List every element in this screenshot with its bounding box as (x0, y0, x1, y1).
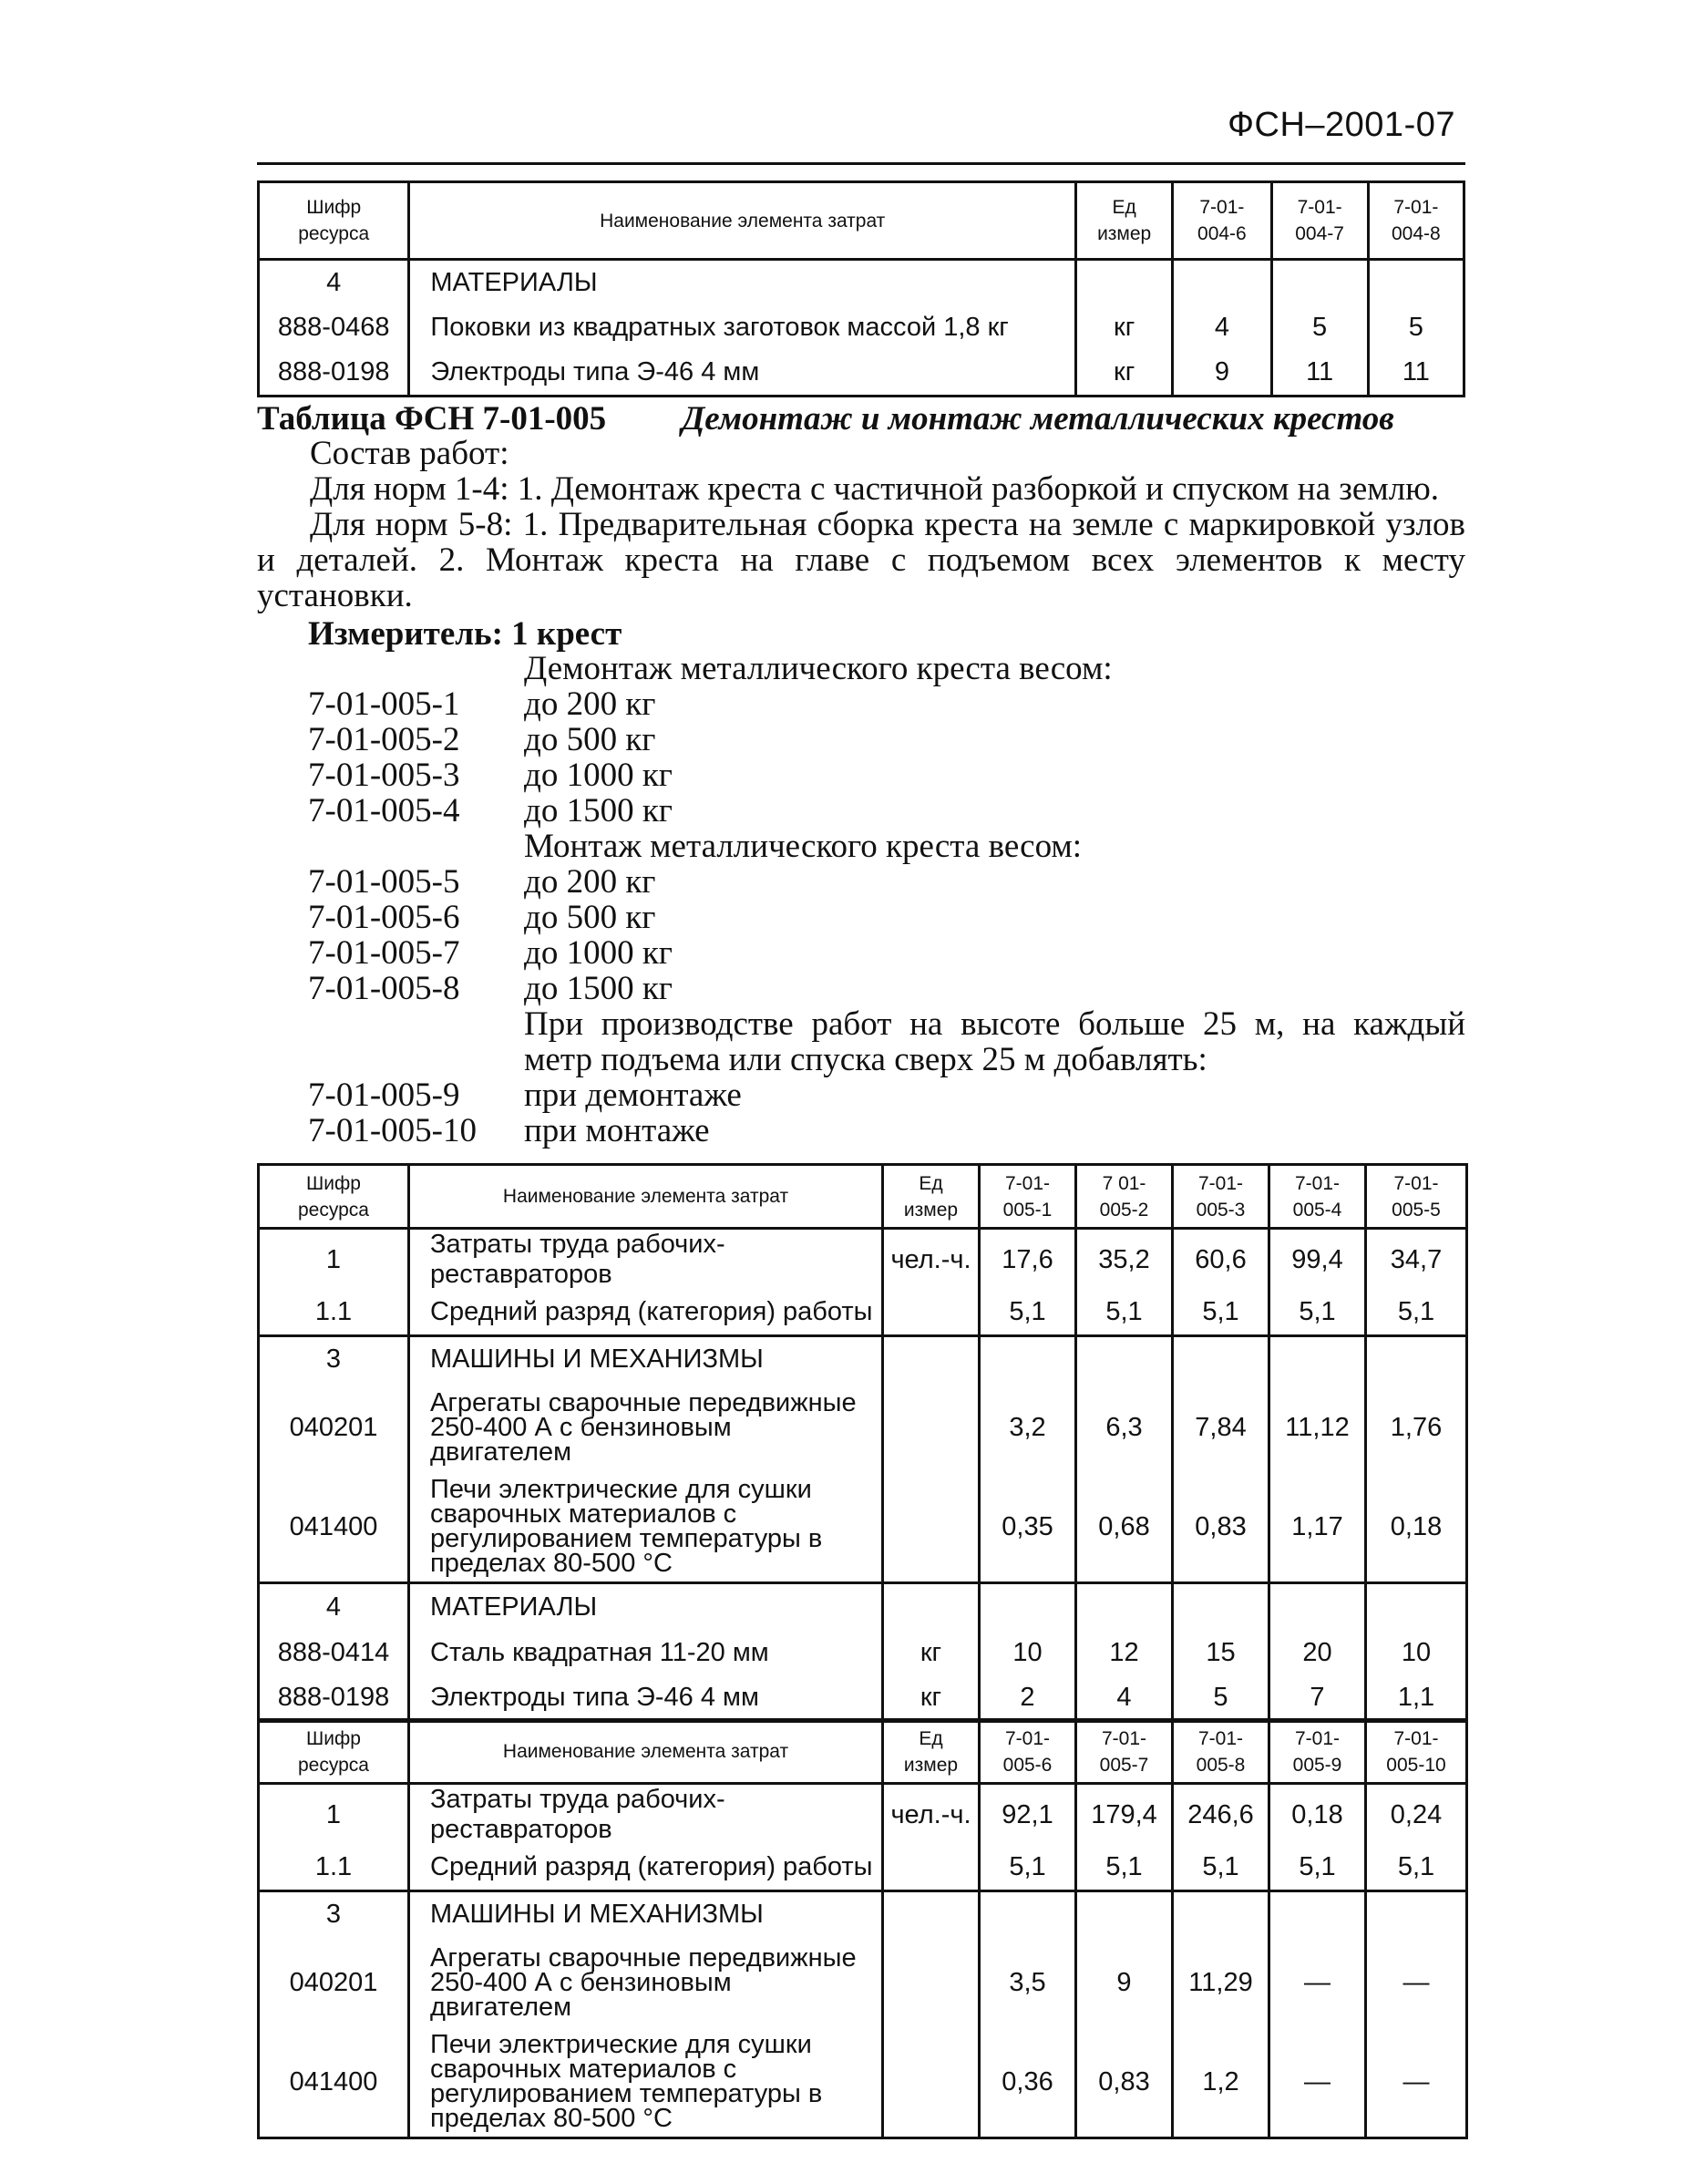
value-cell: — (1366, 2027, 1467, 2138)
value-cell: 0,83 (1173, 1472, 1269, 1583)
value-cell: 60,6 (1173, 1229, 1269, 1291)
resource-name: Поковки из квадратных заготовок массой 1,8 кг (409, 305, 1076, 351)
norm-text: до 1000 кг (524, 934, 673, 972)
table-header-row (259, 1720, 1467, 1784)
composition-label: Состав работ: (310, 435, 509, 472)
value-cell (1076, 1335, 1173, 1383)
value-cell: 6,3 (1076, 1383, 1173, 1472)
value-cell: 4 (1173, 305, 1271, 351)
norm-text: до 500 кг (524, 721, 656, 758)
value-cell: 20 (1269, 1631, 1366, 1676)
resource-code: 040201 (259, 1938, 409, 2027)
value-cell: 11,12 (1269, 1383, 1366, 1472)
unit-cell (883, 1938, 980, 2027)
value-cell: 0,35 (980, 1472, 1076, 1583)
resource-code: 040201 (259, 1383, 409, 1472)
resource-name: Электроды типа Э-46 4 мм (409, 351, 1076, 397)
value-cell: 4 (1076, 1676, 1173, 1722)
resource-code: 041400 (259, 1472, 409, 1583)
value-cell: 0,18 (1366, 1472, 1467, 1583)
value-cell: 5,1 (1269, 1845, 1366, 1890)
table-header-row (259, 1165, 1467, 1229)
header-col: 7-01- 005-4 (1269, 1165, 1366, 1229)
header-name: Наименование элемента затрат (409, 182, 1076, 260)
unit-cell: кг (1076, 305, 1173, 351)
table-row (259, 1583, 1467, 1631)
table-title: Демонтаж и монтаж металлических крестов (682, 400, 1394, 438)
unit-cell (1076, 260, 1173, 305)
value-cell (1173, 1335, 1269, 1383)
header-unit: Ед измер (883, 1165, 980, 1229)
value-cell: 246,6 (1173, 1784, 1269, 1846)
resource-code: 1 (259, 1784, 409, 1846)
value-cell: 5,1 (1269, 1290, 1366, 1335)
resource-code: 888-0198 (259, 351, 409, 397)
value-cell: 7 (1269, 1676, 1366, 1722)
table-row (259, 2027, 1467, 2138)
value-cell: 11 (1368, 351, 1464, 397)
value-cell: 35,2 (1076, 1229, 1173, 1291)
header-rule (257, 162, 1465, 165)
value-cell (980, 1583, 1076, 1631)
header-unit: Ед измер (1076, 182, 1173, 260)
header-col: 7 01- 005-2 (1076, 1165, 1173, 1229)
value-cell (1366, 1890, 1467, 1938)
value-cell: 10 (980, 1631, 1076, 1676)
value-cell: 7,84 (1173, 1383, 1269, 1472)
unit-cell: кг (883, 1631, 980, 1676)
header-code: Шифр ресурса (259, 1165, 409, 1229)
resource-code: 4 (259, 260, 409, 305)
value-cell (1269, 1335, 1366, 1383)
table-row (259, 1472, 1467, 1583)
value-cell: 15 (1173, 1631, 1269, 1676)
section-title: МАТЕРИАЛЫ (409, 1583, 883, 1631)
table-row (259, 1845, 1467, 1890)
value-cell: 0,18 (1269, 1784, 1366, 1846)
value-cell: 3,2 (980, 1383, 1076, 1472)
resource-name: Средний разряд (категория) работы (409, 1290, 883, 1335)
section-title: МАШИНЫ И МЕХАНИЗМЫ (409, 1335, 883, 1383)
unit-cell (883, 1583, 980, 1631)
value-cell (1368, 260, 1464, 305)
norm-code: 7-01-005-6 (308, 899, 460, 936)
norm-text: до 200 кг (524, 863, 656, 901)
resource-name: Затраты труда рабочих-реставраторов (409, 1229, 883, 1291)
value-cell (1173, 1890, 1269, 1938)
norm-code: 7-01-005-2 (308, 721, 460, 758)
header-unit: Ед измер (883, 1720, 980, 1784)
group-height-line1: При производстве работ на высоте больше 25 м, на каждый (524, 1005, 1465, 1043)
header-code: Шифр ресурса (259, 182, 409, 260)
value-cell: 3,5 (980, 1938, 1076, 2027)
norm-code: 7-01-005-10 (308, 1112, 477, 1149)
value-cell: 0,68 (1076, 1472, 1173, 1583)
value-cell (1366, 1583, 1467, 1631)
value-cell (980, 1890, 1076, 1938)
value-cell: — (1269, 2027, 1366, 2138)
value-cell: 17,6 (980, 1229, 1076, 1291)
header-col: 7-01- 005-6 (980, 1720, 1076, 1784)
header-code: Шифр ресурса (259, 1720, 409, 1784)
header-col: 7-01- 005-8 (1173, 1720, 1269, 1784)
header-col: 7-01- 005-10 (1366, 1720, 1467, 1784)
header-col: 7-01- 005-1 (980, 1165, 1076, 1229)
unit-cell (883, 1335, 980, 1383)
norm-code: 7-01-005-4 (308, 792, 460, 829)
value-cell: 5,1 (980, 1290, 1076, 1335)
value-cell: 11 (1271, 351, 1368, 397)
unit-cell (883, 1472, 980, 1583)
meter: Измеритель: 1 крест (308, 615, 622, 653)
unit-cell (883, 1890, 980, 1938)
value-cell: 5 (1368, 305, 1464, 351)
header-col: 7-01- 005-5 (1366, 1165, 1467, 1229)
value-cell: 2 (980, 1676, 1076, 1722)
header-col: 7-01- 005-9 (1269, 1720, 1366, 1784)
value-cell: 5,1 (1076, 1845, 1173, 1890)
header-name: Наименование элемента затрат (409, 1165, 883, 1229)
table-label: Таблица ФСН 7-01-005 (257, 400, 607, 438)
value-cell (980, 1335, 1076, 1383)
section-title: МАШИНЫ И МЕХАНИЗМЫ (409, 1890, 883, 1938)
composition-norms-5-8: Для норм 5-8: 1. Предварительная сборка креста на земле с маркировкой узлов и деталей. 2. Монтаж креста на главе с подъемом всех элементов к месту установки. (257, 506, 1465, 614)
resource-name: Агрегаты сварочные передвижные 250-400 А с бензиновым двигателем (409, 1938, 883, 2027)
value-cell: 5,1 (1173, 1845, 1269, 1890)
unit-cell (883, 1845, 980, 1890)
resource-code: 888-0198 (259, 1676, 409, 1722)
table-row (259, 1290, 1467, 1335)
table-row (259, 260, 1464, 305)
unit-cell: кг (1076, 351, 1173, 397)
value-cell: 99,4 (1269, 1229, 1366, 1291)
resource-code: 3 (259, 1335, 409, 1383)
resource-table-004 (257, 180, 1465, 397)
resource-code: 1 (259, 1229, 409, 1291)
table-row (259, 1335, 1467, 1383)
table-row (259, 1383, 1467, 1472)
value-cell: 12 (1076, 1631, 1173, 1676)
unit-cell (883, 1290, 980, 1335)
norm-code: 7-01-005-5 (308, 863, 460, 901)
value-cell: 9 (1076, 1938, 1173, 2027)
value-cell: 5,1 (1173, 1290, 1269, 1335)
value-cell: 1,2 (1173, 2027, 1269, 2138)
header-col: 7-01- 004-7 (1271, 182, 1368, 260)
group-height-line2: метр подъема или спуска сверх 25 м добавлять: (524, 1041, 1207, 1078)
value-cell: 1,17 (1269, 1472, 1366, 1583)
header-col: 7-01- 004-8 (1368, 182, 1464, 260)
value-cell: — (1366, 1938, 1467, 2027)
resource-code: 1.1 (259, 1290, 409, 1335)
value-cell: 5,1 (1366, 1290, 1467, 1335)
norm-text: до 1500 кг (524, 792, 673, 829)
table-row (259, 1784, 1467, 1846)
value-cell: 5 (1271, 305, 1368, 351)
resource-table-005-b (257, 1718, 1468, 2139)
value-cell: 5,1 (980, 1845, 1076, 1890)
norm-code: 7-01-005-9 (308, 1077, 460, 1114)
value-cell: 11,29 (1173, 1938, 1269, 2027)
norm-text: до 200 кг (524, 685, 656, 723)
value-cell (1076, 1890, 1173, 1938)
norm-text: до 1000 кг (524, 757, 673, 794)
header-name: Наименование элемента затрат (409, 1720, 883, 1784)
value-cell: 179,4 (1076, 1784, 1173, 1846)
unit-cell: чел.-ч. (883, 1229, 980, 1291)
value-cell: 1,1 (1366, 1676, 1467, 1722)
unit-cell: чел.-ч. (883, 1784, 980, 1846)
resource-name: Печи электрические для сушки сварочных материалов с регулированием температуры в пределах 80-500 °С (409, 2027, 883, 2138)
unit-cell (883, 1383, 980, 1472)
value-cell (1173, 1583, 1269, 1631)
norm-code: 7-01-005-7 (308, 934, 460, 972)
resource-code: 1.1 (259, 1845, 409, 1890)
norm-text: при монтаже (524, 1112, 710, 1149)
value-cell: 9 (1173, 351, 1271, 397)
value-cell: 0,24 (1366, 1784, 1467, 1846)
table-header-row (259, 182, 1464, 260)
resource-name: Средний разряд (категория) работы (409, 1845, 883, 1890)
value-cell: 5,1 (1366, 1845, 1467, 1890)
value-cell: 92,1 (980, 1784, 1076, 1846)
value-cell (1271, 260, 1368, 305)
value-cell: 0,83 (1076, 2027, 1173, 2138)
composition-norms-1-4: Для норм 1-4: 1. Демонтаж креста с частичной разборкой и спуском на землю. (310, 470, 1440, 508)
value-cell (1076, 1583, 1173, 1631)
resource-name: Затраты труда рабочих-реставраторов (409, 1784, 883, 1846)
header-col: 7-01- 004-6 (1173, 182, 1271, 260)
table-row (259, 1676, 1467, 1722)
table-row (259, 305, 1464, 351)
value-cell: 1,76 (1366, 1383, 1467, 1472)
resource-table-005-a (257, 1163, 1468, 1723)
resource-name: Сталь квадратная 11-20 мм (409, 1631, 883, 1676)
resource-code: 4 (259, 1583, 409, 1631)
value-cell (1173, 260, 1271, 305)
norm-text: при демонтаже (524, 1077, 742, 1114)
table-row (259, 1890, 1467, 1938)
table-row (259, 351, 1464, 397)
table-row (259, 1631, 1467, 1676)
value-cell (1269, 1890, 1366, 1938)
resource-code: 888-0468 (259, 305, 409, 351)
document-code: ФСН–2001-07 (1228, 106, 1455, 144)
norm-text: до 1500 кг (524, 970, 673, 1007)
table-row (259, 1938, 1467, 2027)
resource-code: 888-0414 (259, 1631, 409, 1676)
header-col: 7-01- 005-3 (1173, 1165, 1269, 1229)
group-dismantle: Демонтаж металлического креста весом: (524, 650, 1113, 687)
table-row (259, 1229, 1467, 1291)
resource-code: 041400 (259, 2027, 409, 2138)
resource-name: Печи электрические для сушки сварочных материалов с регулированием температуры в пределах 80-500 °С (409, 1472, 883, 1583)
resource-code: 3 (259, 1890, 409, 1938)
value-cell: 5,1 (1076, 1290, 1173, 1335)
resource-name: Агрегаты сварочные передвижные 250-400 А с бензиновым двигателем (409, 1383, 883, 1472)
norm-code: 7-01-005-1 (308, 685, 460, 723)
resource-name: Электроды типа Э-46 4 мм (409, 1676, 883, 1722)
value-cell: 34,7 (1366, 1229, 1467, 1291)
value-cell: 10 (1366, 1631, 1467, 1676)
norm-code: 7-01-005-8 (308, 970, 460, 1007)
norm-text: до 500 кг (524, 899, 656, 936)
group-mount: Монтаж металлического креста весом: (524, 828, 1083, 865)
value-cell: 5 (1173, 1676, 1269, 1722)
value-cell (1269, 1583, 1366, 1631)
value-cell: — (1269, 1938, 1366, 2027)
value-cell (1366, 1335, 1467, 1383)
norm-code: 7-01-005-3 (308, 757, 460, 794)
unit-cell (883, 2027, 980, 2138)
value-cell: 0,36 (980, 2027, 1076, 2138)
unit-cell: кг (883, 1676, 980, 1722)
header-col: 7-01- 005-7 (1076, 1720, 1173, 1784)
section-title: МАТЕРИАЛЫ (409, 260, 1076, 305)
